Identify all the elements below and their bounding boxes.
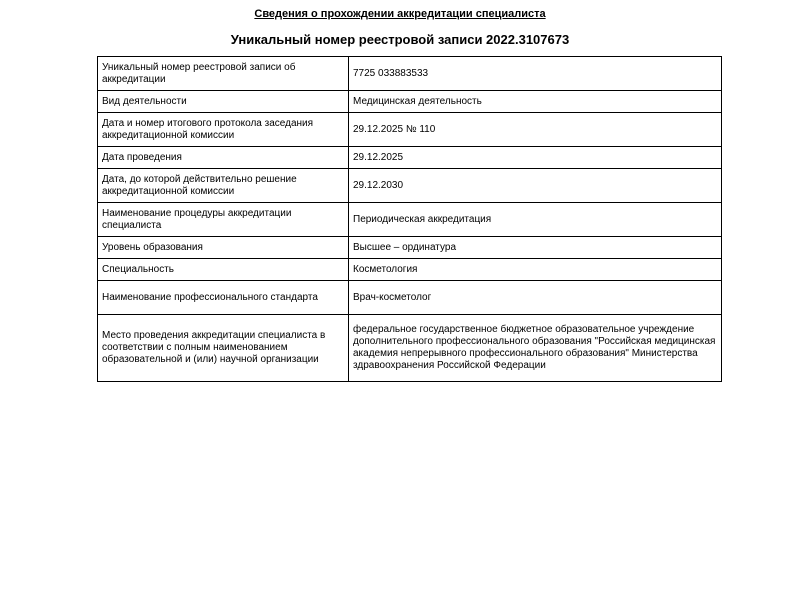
table-row bbox=[98, 259, 722, 281]
row-label: Уровень образования bbox=[98, 237, 349, 259]
row-value: 7725 033883533 bbox=[349, 57, 722, 91]
table-row bbox=[98, 281, 722, 315]
row-label: Вид деятельности bbox=[98, 91, 349, 113]
table-row bbox=[98, 113, 722, 147]
row-label: Дата, до которой действительно решение аккредитационной комиссии bbox=[98, 169, 349, 203]
row-label: Дата проведения bbox=[98, 147, 349, 169]
row-label: Уникальный номер реестровой записи об аккредитации bbox=[98, 57, 349, 91]
row-value: Высшее – ординатура bbox=[349, 237, 722, 259]
table-row bbox=[98, 203, 722, 237]
document-heading: Сведения о прохождении аккредитации специалиста bbox=[254, 8, 546, 20]
table-row bbox=[98, 169, 722, 203]
table-row bbox=[98, 57, 722, 91]
table-row bbox=[98, 91, 722, 113]
row-label: Дата и номер итогового протокола заседания аккредитационной комиссии bbox=[98, 113, 349, 147]
registry-record-number: Уникальный номер реестровой записи 2022.3107673 bbox=[230, 32, 570, 47]
table-row bbox=[98, 315, 722, 382]
table-row bbox=[98, 147, 722, 169]
row-value: Периодическая аккредитация bbox=[349, 203, 722, 237]
row-value: 29.12.2025 bbox=[349, 147, 722, 169]
row-label: Наименование процедуры аккредитации специалиста bbox=[98, 203, 349, 237]
row-value: федеральное государственное бюджетное образовательное учреждение дополнительного профессионального образования "Российская медицинская академия непрерывного профессионального образования" Министерства здравоохранения Российской Федерации bbox=[349, 315, 722, 382]
row-value: Косметология bbox=[349, 259, 722, 281]
row-value: Врач-косметолог bbox=[349, 281, 722, 315]
row-label: Специальность bbox=[98, 259, 349, 281]
table-row bbox=[98, 237, 722, 259]
row-value: 29.12.2030 bbox=[349, 169, 722, 203]
row-value: Медицинская деятельность bbox=[349, 91, 722, 113]
row-label: Наименование профессионального стандарта bbox=[98, 281, 349, 315]
row-value: 29.12.2025 № 110 bbox=[349, 113, 722, 147]
accreditation-table bbox=[97, 56, 722, 382]
row-label: Место проведения аккредитации специалиста в соответствии с полным наименованием образовательной и (или) научной организации bbox=[98, 315, 349, 382]
